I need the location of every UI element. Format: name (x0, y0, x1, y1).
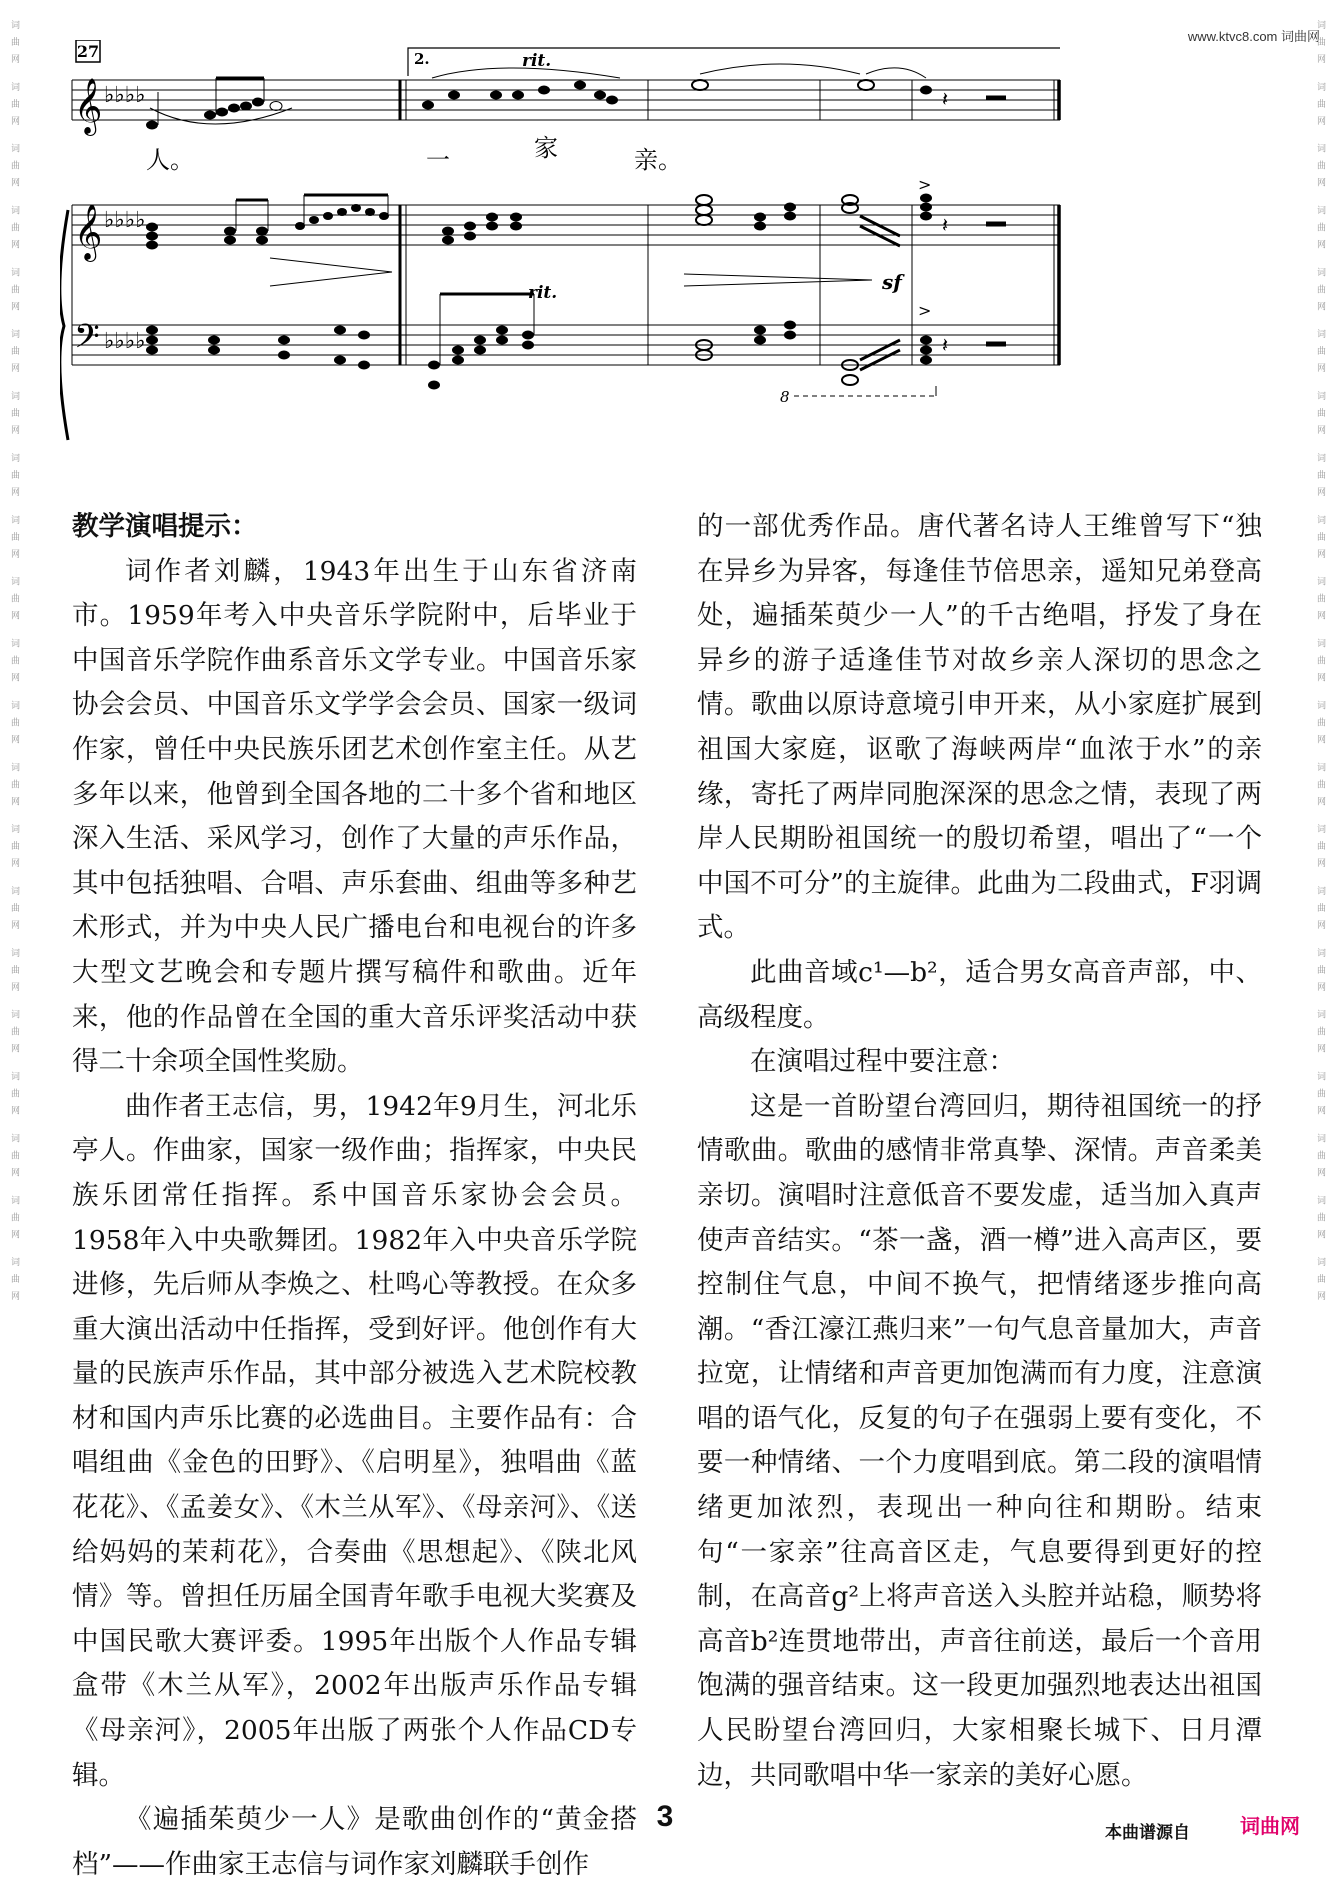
key-signature-icon: ♭♭♭♭ (104, 83, 146, 108)
article-left-column (72, 505, 637, 1887)
lyric: 一 (426, 146, 450, 174)
measure-number: 27 (76, 42, 100, 61)
piano-chords (146, 194, 932, 250)
rest-icon: 𝄽 (942, 213, 949, 237)
volta-number: 2. (414, 50, 430, 68)
paragraph-lyricist: 词作者刘麟，1943年出生于山东省济南市。1959年考入中央音乐学院附中，后毕业于中国音乐学院作曲系音乐文学专业。中国音乐家协会会员、中国音乐文学学会会员、国家一级词作家，曾任中央民族乐团艺术创作室主任。从艺多年以来，他曾到全国各地的二十多个省和地区深入生活、采风学习，创作了大量的声乐作品，其中包括独唱、合唱、声乐套曲、组曲等多种艺术形式，并为中央人民广播电台和电视台的许多大型文艺晚会和专题片撰写稿件和歌曲。近年来，他的作品曾在全国的重大音乐评奖活动中获得二十余项全国性奖励。 (72, 555, 637, 1078)
volta-bracket (408, 48, 1060, 76)
sheet-music-score (60, 40, 1280, 480)
rest-icon: 𝄽 (942, 87, 949, 111)
paragraph-song-intro: 《遍插茱萸少一人》是歌曲创作的“黄金搭档”——作曲家王志信与词作家刘麟联手创作 (72, 1804, 637, 1880)
treble-clef-icon: 𝄞 (74, 78, 103, 134)
dynamic-marking: sf (882, 270, 902, 294)
treble-clef-icon: 𝄞 (74, 204, 103, 260)
page-number: 3 (656, 1800, 674, 1833)
piano-barlines (72, 205, 1059, 365)
source-label: 本曲谱源自 (1105, 1823, 1190, 1843)
rit-marking-voice: rit. (522, 51, 552, 71)
article-right-column (697, 505, 1262, 1798)
side-watermark-right: 词曲网 词曲网 词曲网 词曲网 词曲网 词曲网 词曲网 词曲网 词曲网 词曲网 词曲网 词曲网 词曲网 词曲网 词曲网 词曲网 词曲网 词曲网 词曲网 词曲网 词曲网 (1315, 20, 1325, 1309)
site-logo[interactable]: 词曲网 (1240, 1814, 1300, 1838)
rest-icon: 𝄽 (942, 333, 949, 357)
side-watermark-left: 词曲网 词曲网 词曲网 词曲网 词曲网 词曲网 词曲网 词曲网 词曲网 词曲网 词曲网 词曲网 词曲网 词曲网 词曲网 词曲网 词曲网 词曲网 词曲网 词曲网 词曲网 (9, 20, 19, 1309)
measure-number-box (76, 40, 100, 62)
lyric: 亲。 (634, 146, 682, 174)
accent-icon: > (918, 301, 932, 320)
paragraph-notes-heading: 在演唱过程中要注意： (750, 1046, 1015, 1078)
bass-clef-icon: 𝄢 (74, 318, 100, 364)
octave-marking (780, 386, 936, 406)
octave-number: 8 (780, 388, 790, 406)
lyric: 人。 (146, 146, 194, 174)
voice-notes (146, 78, 932, 130)
watermark-url: www.ktvc8.com 词曲网 (1187, 29, 1320, 44)
key-signature-icon: ♭♭♭♭ (104, 208, 146, 233)
paragraph-composer: 曲作者王志信，男，1942年9月生，河北乐亭人。作曲家，国家一级作曲；指挥家，中央民族乐团常任指挥。系中国音乐家协会会员。1958年入中央歌舞团。1982年入中央音乐学院进修，先后师从李焕之、杜鸣心等教授。在众多重大演出活动中任指挥，受到好评。他创作有大量的民族声乐作品，其中部分被选入艺术院校教材和国内声乐比赛的必选曲目。主要作品有：合唱组曲《金色的田野》、《启明星》，独唱曲《蓝花花》、《孟姜女》、《木兰从军》、《母亲河》、《送给妈妈的茉莉花》，合奏曲《思想起》、《陕北风情》等。曾担任历届全国青年歌手电视大奖赛及中国民歌大赛评委。1995年出版个人作品专辑盒带《木兰从军》，2002年出版声乐作品专辑《母亲河》，2005年出版了两张个人作品CD专辑。 (72, 1090, 637, 1791)
paragraph-song-intro-continued: 的一部优秀作品。唐代著名诗人王维曾写下“独在异乡为异客，每逢佳节倍思亲，遥知兄弟登高处，遍插茱萸少一人”的千古绝唱，抒发了身在异乡的游子适逢佳节对故乡亲人深切的思念之情。歌曲以原诗意境引申开来，从小家庭扩展到祖国大家庭，讴歌了海峡两岸“血浓于水”的亲缘，寄托了两岸同胞深深的思念之情，表现了两岸人民期盼祖国统一的殷切希望，唱出了“一个中国不可分”的主旋律。此曲为二段曲式，F羽调式。 (697, 511, 1262, 944)
paragraph-range: 此曲音域c¹—b²，适合男女高音声部，中、高级程度。 (697, 956, 1262, 1033)
key-signature-icon: ♭♭♭♭ (104, 329, 146, 354)
paragraph-singing-tips: 这是一首盼望台湾回归，期待祖国统一的抒情歌曲。歌曲的感情非常真挚、深情。声音柔美亲切。演唱时注意低音不要发虚，适当加入真声使声音结实。“茶一盏，酒一樽”进入高声区，要控制住气息，中间不换气，把情绪逐步推向高潮。“香江濠江燕归来”一句气息音量加大，声音拉宽，让情绪和声音更加饱满而有力度，注意演唱的语气化，反复的句子在强弱上要有变化，不要一种情绪、一个力度唱到底。第二段的演唱情绪更加浓烈，表现出一种向往和期盼。结束句“一家亲”往高音区走，气息要得到更好的控制，在高音g²上将声音送入头腔并站稳，顺势将高音b²连贯地带出，声音往前送，最后一个音用饱满的强音结束。这一段更加强烈地表达出祖国人民盼望台湾回归，大家相聚长城下、日月潭边，共同歌唱中华一家亲的美好心愿。 (697, 1090, 1262, 1791)
accent-icon: > (918, 175, 932, 194)
lyrics-line (146, 134, 682, 174)
piano-brace (60, 210, 68, 440)
lyric: 家 (534, 134, 558, 162)
section-heading: 教学演唱提示： (72, 511, 258, 542)
rit-marking-piano: rit. (528, 283, 558, 303)
